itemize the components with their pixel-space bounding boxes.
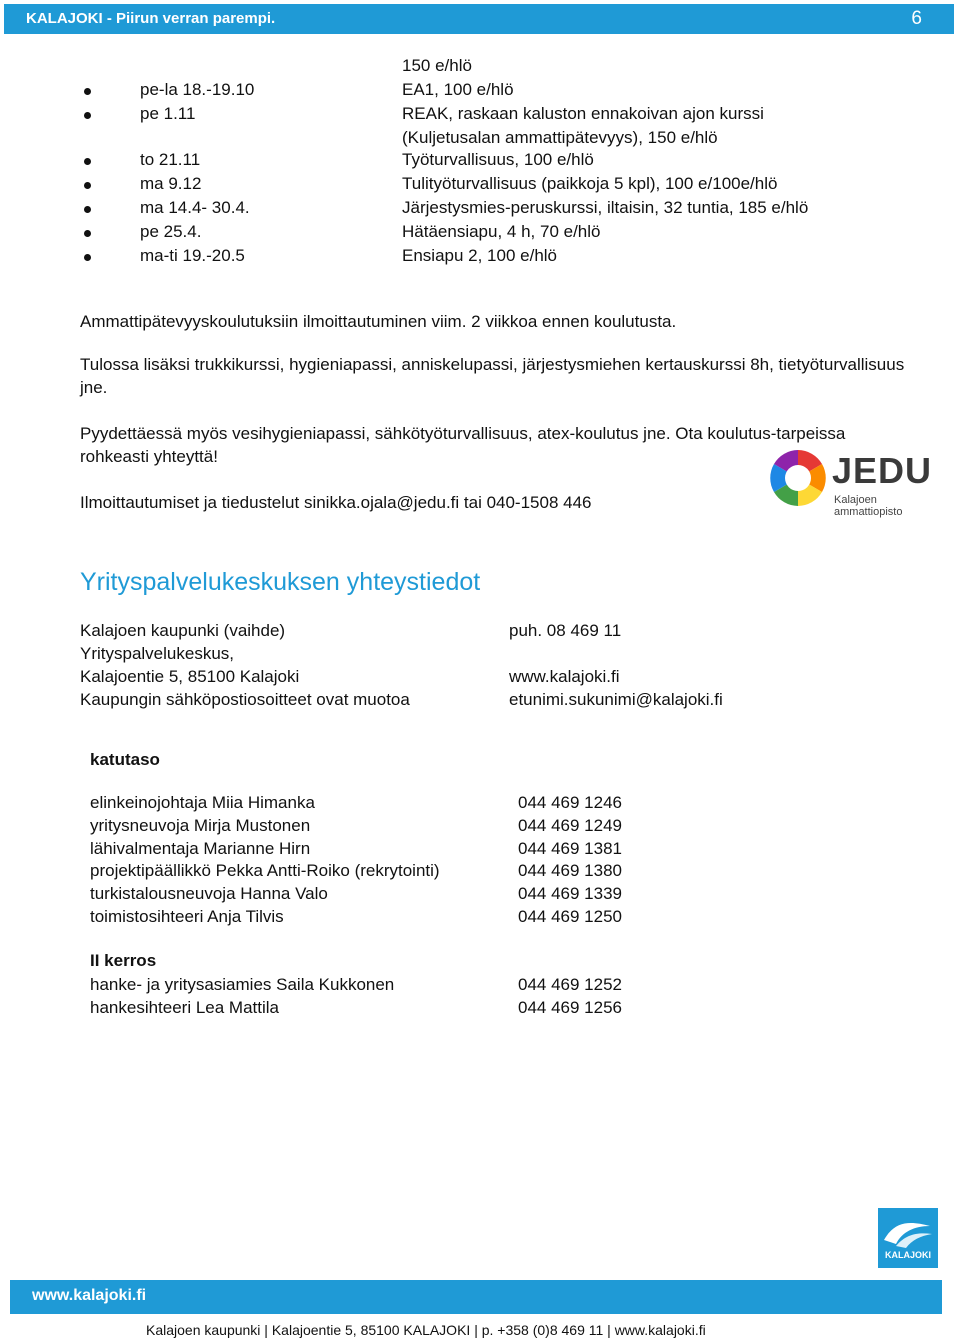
staff-phone: 044 469 1256 [518, 998, 622, 1017]
second-floor-heading: II kerros [90, 951, 157, 970]
email-format: etunimi.sukunimi@kalajoki.fi [509, 690, 723, 709]
course-schedule [0, 54, 960, 268]
schedule-item-desc: EA1, 100 e/hlö [402, 80, 514, 99]
footer-contact-line: Kalajoen kaupunki | Kalajoentie 5, 85100 KALAJOKI | p. +358 (0)8 469 11 | www.kalajoki.fi [146, 1322, 706, 1338]
schedule-item-date: pe 1.11 [140, 104, 196, 123]
schedule-item-date: ma 14.4- 30.4. [140, 198, 250, 217]
staff-phone: 044 469 1250 [518, 907, 622, 926]
staff-name: toimistosihteeri Anja Tilvis [90, 907, 284, 926]
jedu-subtitle-line2: ammattiopisto [834, 506, 903, 518]
schedule-item-desc: 150 e/hlö [402, 56, 472, 75]
schedule-item [0, 78, 960, 102]
section-title: Yrityspalvelukeskuksen yhteystiedot [80, 568, 481, 596]
bullet-icon [84, 254, 91, 261]
schedule-item [0, 172, 960, 196]
staff-phone: 044 469 1246 [518, 793, 622, 812]
schedule-top-line [0, 54, 960, 78]
jedu-wordmark: JEDU [832, 450, 933, 491]
schedule-item-desc: Järjestysmies-peruskurssi, iltaisin, 32 tuntia, 185 e/hlö [402, 198, 809, 217]
staff-phone: 044 469 1381 [518, 839, 622, 858]
staff-name: lähivalmentaja Marianne Hirn [90, 839, 311, 858]
staff-phone: 044 469 1380 [518, 861, 622, 880]
schedule-item [0, 196, 960, 220]
staff-phone: 044 469 1252 [518, 975, 622, 994]
on-request-text: Pyydettäessä myös vesihygieniapassi, sähkötyöturvallisuus, atex-koulutus jne. Ota koulutus-tarpeissa rohkeasti yhteyttä! [80, 424, 846, 466]
schedule-item-desc: Tulityöturvallisuus (paikkoja 5 kpl), 100 e/100e/hlö [402, 174, 778, 193]
staff-name: elinkeinojohtaja Miia Himanka [90, 793, 315, 812]
schedule-item [0, 220, 960, 244]
bullet-icon [84, 88, 91, 95]
schedule-item-desc: Ensiapu 2, 100 e/hlö [402, 246, 558, 265]
schedule-item-date: to 21.11 [140, 150, 201, 169]
bullet-icon [84, 182, 91, 189]
jedu-subtitle-line1: Kalajoen [834, 494, 877, 506]
staff-phone: 044 469 1339 [518, 884, 622, 903]
schedule-item-date: ma 9.12 [140, 174, 202, 193]
schedule-item-date: pe 25.4. [140, 222, 202, 241]
schedule-item-desc: Hätäensiapu, 4 h, 70 e/hlö [402, 222, 601, 241]
upcoming-courses-text: Tulossa lisäksi trukkikurssi, hygieniapassi, anniskelupassi, järjestysmiehen kertauskurssi 8h, tietyöturvallisuus jne. [80, 355, 905, 397]
bullet-icon [84, 206, 91, 213]
city-switchboard-phone: puh. 08 469 11 [509, 621, 622, 640]
kalajoki-wave-icon [878, 1212, 938, 1252]
center-address: Kalajoentie 5, 85100 Kalajoki [80, 667, 300, 686]
website-link[interactable]: www.kalajoki.fi [509, 667, 620, 686]
footer-url[interactable]: www.kalajoki.fi [32, 1287, 147, 1304]
schedule-item-date: pe-la 18.-19.10 [140, 80, 255, 99]
city-switchboard-label: Kalajoen kaupunki (vaihde) [80, 621, 286, 640]
schedule-item [0, 148, 960, 172]
footer-bar [10, 1280, 942, 1314]
staff-name: turkistalousneuvoja Hanna Valo [90, 884, 328, 903]
schedule-item-desc: REAK, raskaan kaluston ennakoivan ajon kurssi (Kuljetusalan ammattipätevyys), 150 e/hlö [402, 104, 764, 147]
schedule-item [0, 102, 960, 148]
kalajoki-logo [878, 1208, 938, 1268]
email-format-label: Kaupungin sähköpostiosoitteet ovat muotoa [80, 690, 410, 709]
staff-name: projektipäällikkö Pekka Antti-Roiko (rekrytointi) [90, 861, 440, 880]
ground-floor-heading: katutaso [90, 750, 160, 769]
jedu-logo [768, 446, 933, 520]
header-brand: KALAJOKI - Piirun verran parempi. [26, 10, 276, 27]
page-number: 6 [911, 8, 922, 29]
bullet-icon [84, 112, 91, 119]
staff-phone: 044 469 1249 [518, 816, 622, 835]
bullet-icon [84, 158, 91, 165]
center-name: Yrityspalvelukeskus, [80, 644, 235, 663]
header-bar [4, 4, 954, 34]
staff-name: yritysneuvoja Mirja Mustonen [90, 816, 311, 835]
schedule-item [0, 244, 960, 268]
registration-deadline-text: Ammattipätevyyskoulutuksiin ilmoittautuminen viim. 2 viikkoa ennen koulutusta. [80, 312, 677, 331]
staff-name: hankesihteeri Lea Mattila [90, 998, 280, 1017]
bullet-icon [84, 230, 91, 237]
schedule-item-date: ma-ti 19.-20.5 [140, 246, 245, 265]
schedule-item-desc: Työturvallisuus, 100 e/hlö [402, 150, 594, 169]
kalajoki-logo-text: KALAJOKI [884, 1250, 931, 1260]
staff-name: hanke- ja yritysasiamies Saila Kukkonen [90, 975, 395, 994]
contact-info-text: Ilmoittautumiset ja tiedustelut sinikka.ojala@jedu.fi tai 040-1508 446 [80, 493, 592, 512]
